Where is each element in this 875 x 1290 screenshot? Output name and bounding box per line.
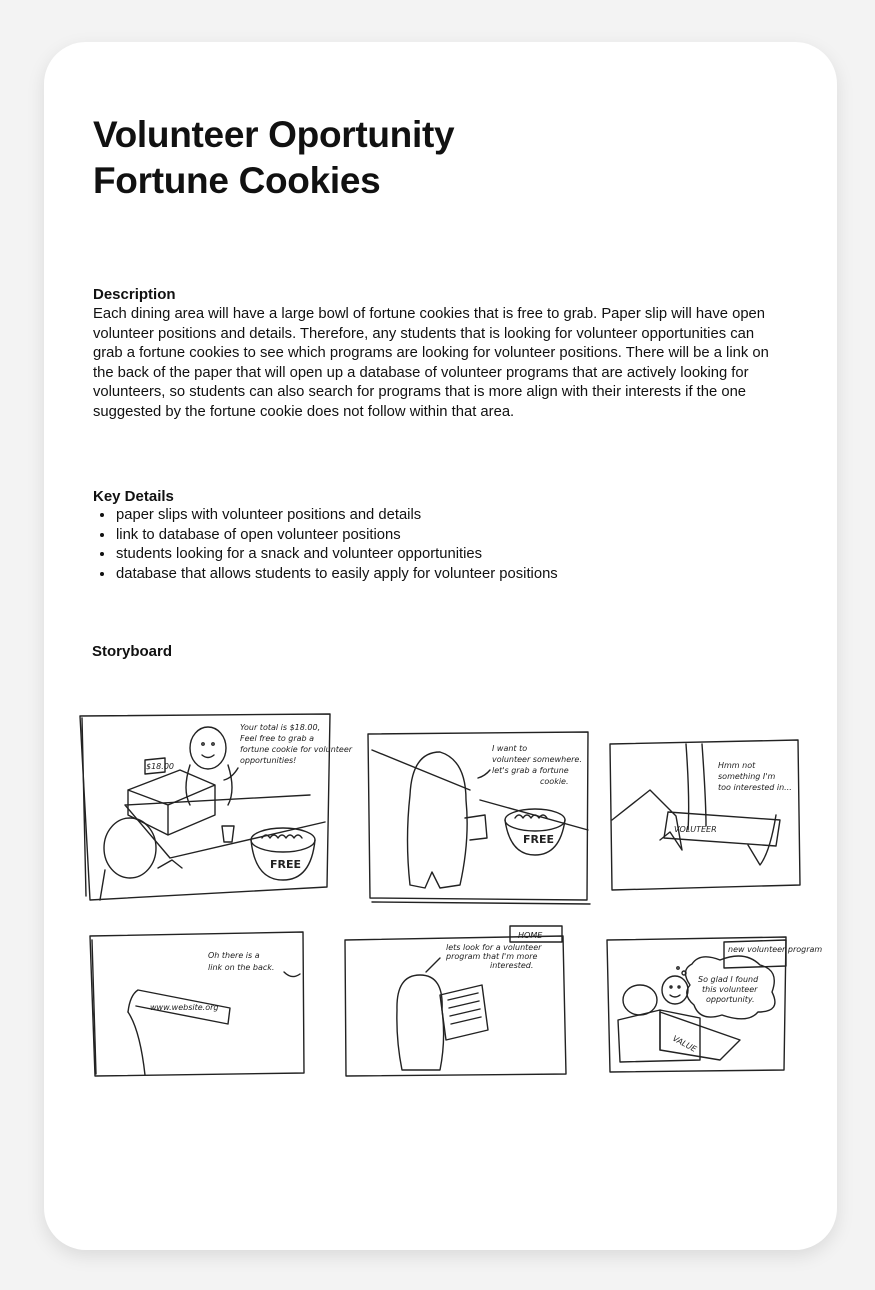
panel-3-caption-1: Hmm not xyxy=(718,761,756,770)
panel-5-tab: HOME xyxy=(518,931,543,940)
key-detail-item: • link to database of open volunteer positions xyxy=(115,526,558,546)
key-detail-item: • paper slips with volunteer positions and details xyxy=(115,506,558,526)
panel-6-box-label: VALUE xyxy=(671,1033,699,1054)
panel-1-caption-1: Your total is $18.00, xyxy=(240,723,321,732)
title-line-1: Volunteer Oportunity xyxy=(93,114,455,155)
key-details-list xyxy=(93,506,558,584)
panel-3-caption-3: too interested in... xyxy=(718,783,792,792)
panel-2-caption-1: I want to xyxy=(492,744,528,753)
panel-1-sign: $18.00 xyxy=(146,762,174,771)
panel-4-caption-1: Oh there is a xyxy=(208,951,260,960)
panel-4-slip-text: www.website.org xyxy=(150,1003,219,1012)
description-text: Each dining area will have a large bowl of fortune cookies that is free to grab. Paper slip will have open volunteer positions and details. Therefore, any students that is looking for volunteer opportunities can grab a fortune cookies to see which programs are looking for volunteer positions. There will be a link on the back of the paper that will open up a database of volunteer programs that are actively looking for volunteers, so students can also search for programs that is more align with their interests if the one suggested by the fortune cookie does not follow within that area. xyxy=(93,306,769,420)
key-details-heading: Key Details xyxy=(93,488,174,505)
panel-5-caption-2: program that I'm more xyxy=(446,952,538,961)
title-line-2: Fortune Cookies xyxy=(93,160,381,201)
panel-2-bowl-label: FREE xyxy=(523,833,555,846)
panel-2-caption-4: cookie. xyxy=(540,777,569,786)
storyboard-heading: Storyboard xyxy=(92,643,173,660)
panel-6-caption-2: this volunteer xyxy=(702,985,758,994)
description-heading: Description xyxy=(93,286,176,303)
page-title xyxy=(93,112,454,204)
panel-1-bowl-label: FREE xyxy=(270,858,302,871)
key-detail-item: • students looking for a snack and volunteer opportunities xyxy=(115,545,558,565)
panel-2-caption-2: volunteer somewhere. xyxy=(492,755,582,764)
panel-4-caption-2: link on the back. xyxy=(208,963,275,972)
panel-1-caption-4: opportunities! xyxy=(240,756,297,765)
panel-6-caption-1: So glad I found xyxy=(698,975,759,984)
panel-3-slip-text: VOLUTEER xyxy=(674,825,717,834)
panel-1-caption-2: Feel free to grab a xyxy=(240,734,315,743)
panel-5-caption-3: interested. xyxy=(490,961,534,970)
panel-3-caption-2: something I'm xyxy=(718,772,776,781)
panel-6-caption-3: opportunity. xyxy=(706,995,755,1004)
panel-1-caption-3: fortune cookie for volunteer xyxy=(240,745,353,754)
key-detail-item: • database that allows students to easily apply for volunteer positions xyxy=(115,565,558,585)
panel-2-caption-3: let's grab a fortune xyxy=(492,766,569,775)
panel-5-caption-1: lets look for a volunteer xyxy=(446,943,542,952)
panel-6-tab: new volunteer program xyxy=(728,945,823,954)
